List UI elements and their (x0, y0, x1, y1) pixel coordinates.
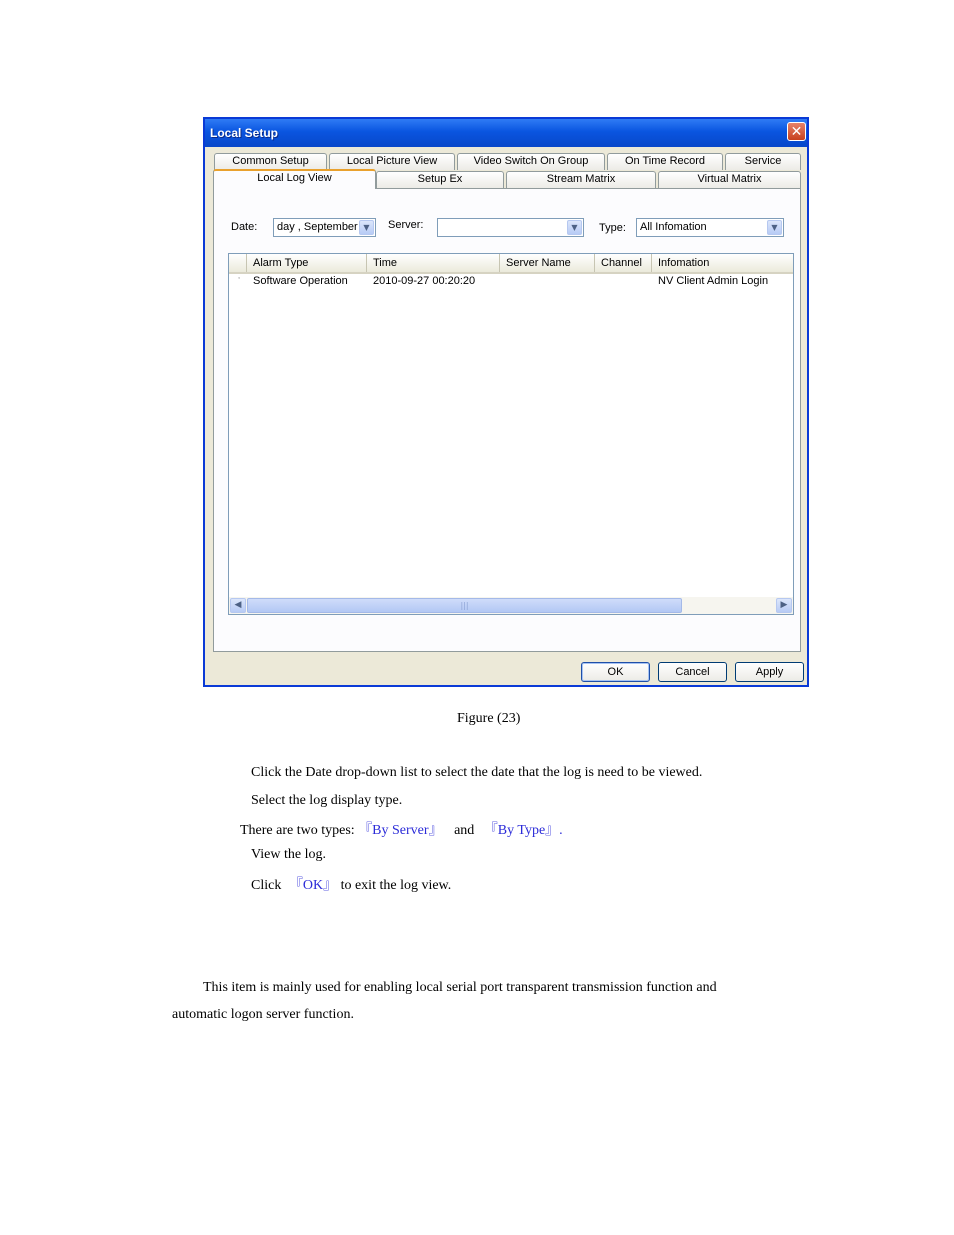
local-setup-dialog (203, 117, 809, 687)
chevron-down-icon[interactable]: ▼ (359, 220, 374, 235)
column-head-server-name[interactable]: Server Name (499, 254, 594, 272)
chevron-down-icon[interactable]: ▼ (767, 220, 782, 235)
paragraph-line-1: This item is mainly used for enabling local serial port transparent transmission function and (203, 980, 717, 995)
tab-panel (213, 188, 801, 652)
tab-video-switch-on-group[interactable]: Video Switch On Group (457, 153, 605, 170)
chevron-down-icon[interactable]: ▼ (567, 220, 582, 235)
step-4-prefix: Click (251, 878, 282, 893)
step-4-suffix: to exit the log view. (340, 878, 452, 893)
column-head-alarm-type[interactable]: Alarm Type (246, 254, 366, 272)
tab-local-picture-view[interactable]: Local Picture View (329, 153, 455, 170)
column-head-channel[interactable]: Channel (594, 254, 651, 272)
scroll-right-icon[interactable]: ▶ (776, 598, 792, 613)
dialog-title: Local Setup (210, 126, 279, 140)
tab-local-log-view[interactable]: Local Log View (213, 169, 376, 189)
scroll-left-icon[interactable]: ◀ (230, 598, 246, 613)
paragraph-line-2: automatic logon server function. (172, 1007, 354, 1022)
log-list[interactable] (228, 253, 794, 615)
types-line (240, 819, 563, 839)
date-dropdown[interactable] (273, 218, 376, 237)
type-value: All Infomation (640, 221, 707, 233)
scrollbar-thumb[interactable]: ||| (247, 598, 682, 613)
tab-service[interactable]: Service (725, 153, 801, 170)
cancel-button[interactable]: Cancel (658, 662, 727, 682)
types-and: and (454, 823, 475, 838)
step-4-ok: 『OK』 (288, 878, 338, 893)
step-3-text: View the log. (251, 847, 326, 862)
column-head-time[interactable]: Time (366, 254, 499, 272)
close-icon[interactable]: ✕ (787, 122, 806, 141)
step-4-line (251, 874, 451, 894)
server-label: Server: (388, 219, 424, 231)
title-bar[interactable] (205, 119, 807, 147)
horizontal-scrollbar[interactable] (229, 597, 793, 614)
step-2-text: Select the log display type. (251, 793, 403, 808)
type-by-type: 『By Type』. (483, 823, 563, 838)
tab-common-setup[interactable]: Common Setup (214, 153, 327, 170)
type-by-server: 『By Server』 (358, 823, 443, 838)
list-header (229, 254, 793, 274)
types-prefix: There are two types: (240, 823, 359, 838)
tab-virtual-matrix[interactable]: Virtual Matrix (658, 171, 801, 188)
tab-on-time-record[interactable]: On Time Record (607, 153, 723, 170)
cell-alarm-type: Software Operation (253, 275, 348, 287)
date-value: day , September (277, 221, 358, 233)
figure-caption: Figure (23) (457, 711, 521, 726)
server-dropdown[interactable] (437, 218, 584, 237)
type-label: Type: (599, 222, 626, 234)
apply-button[interactable]: Apply (735, 662, 804, 682)
tab-setup-ex[interactable]: Setup Ex (376, 171, 504, 188)
cell-time: 2010-09-27 00:20:20 (373, 275, 476, 287)
cell-information: NV Client Admin Login (658, 275, 769, 287)
type-dropdown[interactable] (636, 218, 784, 237)
step-1-text: Click the Date drop-down list to select the date that the log is need to be viewed. (251, 765, 703, 780)
date-label: Date: (231, 221, 258, 233)
ok-button[interactable]: OK (581, 662, 650, 682)
column-head-information[interactable]: Infomation (651, 254, 795, 272)
tab-stream-matrix[interactable]: Stream Matrix (506, 171, 656, 188)
column-head-blank[interactable] (229, 254, 246, 272)
table-row[interactable] (229, 274, 793, 289)
row-bullet-icon: ◦ (238, 275, 241, 282)
